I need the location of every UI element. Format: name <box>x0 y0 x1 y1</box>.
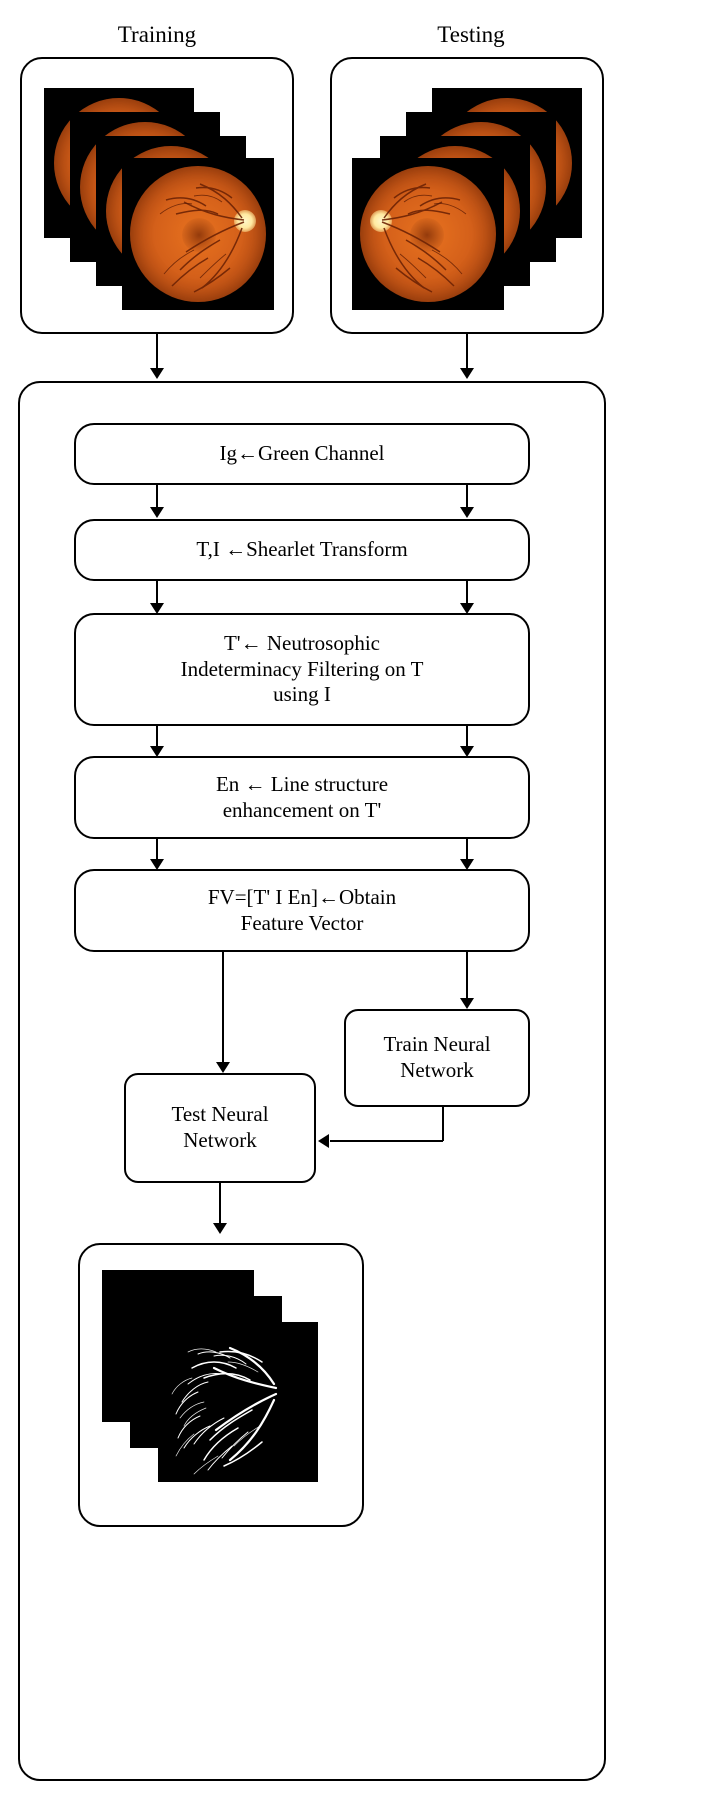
step-line-enhancement-line-1: En ← Line structure <box>215 771 389 796</box>
connector <box>466 485 468 509</box>
step-test-neural-network-line-1: Test Neural <box>171 1102 269 1127</box>
testing-image-stack <box>352 88 582 310</box>
step-neutrosophic-filtering-line-3: using I <box>273 682 331 707</box>
step-neutrosophic-filtering-line-2: Indeterminacy Filtering on T <box>180 656 424 681</box>
connector <box>156 839 158 861</box>
connector-train-to-test <box>442 1107 444 1141</box>
step-test-neural-network <box>124 1073 316 1183</box>
step-feature-vector-line-2: Feature Vector <box>240 910 364 935</box>
caption-testing: Testing <box>437 22 505 47</box>
step-test-neural-network-line-2: Network <box>183 1128 257 1152</box>
fundus-image <box>122 158 274 310</box>
step-feature-vector <box>74 869 530 952</box>
step-green-channel <box>74 423 530 485</box>
step-neutrosophic-filtering <box>74 613 530 726</box>
arrowhead <box>460 507 474 518</box>
vessel-segmentation-image <box>158 1322 318 1482</box>
connector-test-to-output <box>219 1183 221 1225</box>
arrowhead <box>460 368 474 379</box>
connector <box>466 839 468 861</box>
arrow-testing-to-pipeline <box>466 334 468 370</box>
fundus-image <box>352 158 504 310</box>
arrowhead <box>213 1223 227 1234</box>
arrowhead <box>150 507 164 518</box>
arrow-training-to-pipeline <box>156 334 158 370</box>
arrowhead <box>150 368 164 379</box>
step-train-neural-network-line-2: Network <box>400 1058 474 1082</box>
arrowhead <box>216 1062 230 1073</box>
connector-to-train <box>466 952 468 1000</box>
step-shearlet-transform-line-1: T,I ←Shearlet Transform <box>196 537 408 562</box>
step-feature-vector-line-1: FV=[T' I En]←Obtain <box>207 884 397 909</box>
connector <box>156 581 158 605</box>
connector-train-to-test <box>330 1140 443 1142</box>
connector <box>466 726 468 748</box>
step-shearlet-transform <box>74 519 530 581</box>
arrowhead <box>318 1134 329 1148</box>
step-green-channel-line-1: Ig←Green Channel <box>219 441 385 466</box>
connector <box>156 726 158 748</box>
step-line-enhancement-line-2: enhancement on T' <box>222 797 382 822</box>
arrowhead <box>460 998 474 1009</box>
training-image-stack <box>44 88 274 310</box>
connector <box>466 581 468 605</box>
connector <box>156 485 158 509</box>
step-neutrosophic-filtering-line-1: T'← Neutrosophic <box>223 631 380 656</box>
connector-to-test <box>222 952 224 1064</box>
step-train-neural-network-line-1: Train Neural <box>383 1032 491 1057</box>
caption-training: Training <box>117 22 197 47</box>
step-line-enhancement <box>74 756 530 839</box>
vessel-segmentation-stack <box>102 1270 340 1502</box>
step-train-neural-network <box>344 1009 530 1107</box>
